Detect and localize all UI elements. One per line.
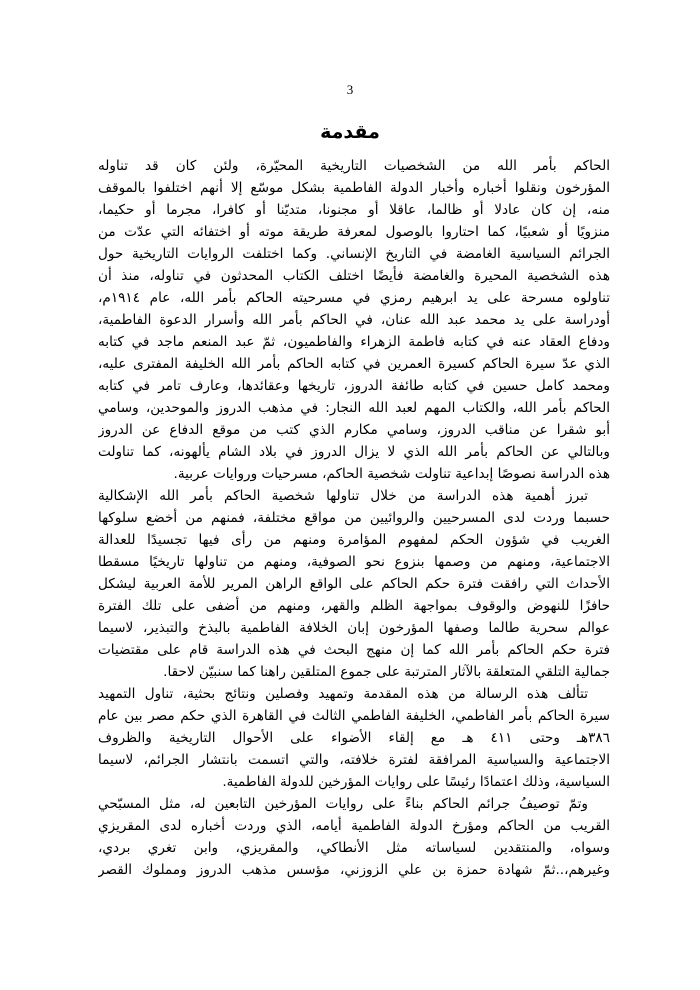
text-line: السياسية، وذلك اعتمادًا رئيسًا على روايات المؤرخين للدولة الفاطمية. [222,774,610,790]
paragraph [98,793,610,881]
page-number: 3 [346,82,354,97]
text-line: وسواه، والمنتقدين لسياساته مثل الأنطاكي، والمقريزي، وابن تغري بردي، [98,840,610,856]
body-text [98,155,610,881]
text-line: وتمّ توصيفُ جرائم الحاكم بناءً على روايات المؤرخين التابعين له، مثل المسبّحي [98,796,588,812]
text-line: الحاكم بأمر الله من الشخصيات التاريخية المحيّرة، ولئن كان قد تناوله [98,158,610,174]
text-line: تناولوه مسرحة على يد ابرهيم رمزي في مسرحيته الحاكم بأمر الله، عام ١٩١٤م، [98,290,610,306]
text-line: سيرة الحاكم بأمر الفاطمي، الخليفة الفاطمي الثالث في القاهرة الذي حكم مصر بين عام [98,708,610,724]
text-line: هذه الدراسة نصوصًا إبداعية تناولت شخصية الحاكم، مسرحيات وروايات عربية. [173,466,610,482]
text-line: الأحداث التي رافقت فترة حكم الحاكم على الواقع الراهن المرير للأمة العربية ليشكل [98,576,610,592]
text-line: حسبما وردت لدى المسرحيين والروائيين من مواقع مختلفة، فمنهم من أخضع سلوكها [98,510,610,526]
text-line: فترة حكم الحاكم بأمر الله كما إن منهج البحث في هذه الدراسة قام على مقتضيات [98,642,610,658]
text-line: ومحمد كامل حسين في كتابه طائفة الدروز، تاريخها وعقائدها، وعارف تامر في كتابه [98,378,610,394]
text-line: الغريب في شؤون الحكم لمفهوم المؤامرة ومنهم من رأى فيها تجسيدًا للعدالة [98,532,610,548]
text-line: جمالية التلقي المتعلقة بالآثار المترتبة على جموع المتلقين راهنا كما سنبيّن لاحقا. [163,664,610,680]
text-line: أبو شقرا عن مناقب الدروز، وسامي مكارم الذي كتب من موقع الدفاع عن الدروز [98,422,610,438]
text-line: المؤرخون ونقلوا أخباره وأخبار الدولة الفاطمية بشكل موسّع إلا أنهم اختلفوا بالموقف [98,180,610,196]
section-heading: مقدمة [320,121,380,143]
text-line: ٣٨٦هـ وحتى ٤١١ هـ مع إلقاء الأضواء على الأحوال التاريخية والظروف [98,730,610,746]
text-line: منزويًا أو شعبيًا، كما احتاروا بالوصول لمعرفة طريقة موته أو اختفائه التي عدّت من [98,224,610,240]
text-line: حافزًا للنهوض والوقوف بمواجهة الظلم والقهر، ومنهم من أضفى على تلك الفترة [98,598,610,614]
text-line: الجرائم السياسية الغامضة في التاريخ الإنساني. وكما اختلفت الروايات التاريخية حول [98,246,610,262]
text-line: القريب من الحاكم ومؤرخ الدولة الفاطمية أيامه، الذي وردت أخباره لدى المقريزي [98,818,610,834]
text-line: ودفاع العقاد عنه في كتابه فاطمة الزهراء والفاطميون، ثمّ عبد المنعم ماجد في كتابه [98,334,610,350]
text-line: عوالم سحرية طالما وصفها المؤرخون إبان الخلافة الفاطمية بالبذخ والتبذير، لاسيما [98,620,610,636]
paragraph [98,683,610,793]
text-line: الاجتماعية، ومنهم من وصمها بنزوع نحو الصوفية، ومنهم من تناولها تاريخيًا مسقطا [98,554,610,570]
text-line: تبرز أهمية هذه الدراسة من خلال تناولها شخصية الحاكم بأمر الله الإشكالية [98,488,588,504]
text-line: منه، إن كان عادلا أو ظالما، عاقلا أو مجنونا، متديّنا أو كافرا، مجرما أو حكيما، [98,202,610,218]
text-line: أودراسة على يد محمد عبد الله عنان، في الحاكم بأمر الله وأسرار الدعوة الفاطمية، [98,312,610,328]
paragraph [98,485,610,683]
paragraph [98,155,610,485]
text-line: الحاكم بأمر الله، والكتاب المهم لعبد الله النجار: في مذهب الدروز والموحدين، وسامي [98,400,610,416]
text-line: الذي عدّ سيرة الحاكم كسيرة العمرين في كتابه الحاكم بأمر الله الخليفة المفترى عليه، [98,356,610,372]
text-line: هذه الشخصية المحيرة والغامضة فأيضًا اختلف الكتاب المحدثون في تناوله، منذ أن [98,268,610,284]
text-line: تتألف هذه الرسالة من هذه المقدمة وتمهيد وفصلين ونتائج بحثية، تناول التمهيد [98,686,588,702]
text-line: الاجتماعية والسياسية المرافقة لفترة خلافته، والتي اتسمت بانتشار الجرائم، لاسيما [98,752,610,768]
text-line: وبالتالي عن الحاكم بأمر الله الذي لا يزال الدروز في بلاد الشام يألهونه، كما تناولت [98,444,610,460]
text-line: وغيرهم،..ثمّ شهادة حمزة بن علي الزوزني، مؤسس مذهب الدروز ومملوك القصر [98,862,610,878]
